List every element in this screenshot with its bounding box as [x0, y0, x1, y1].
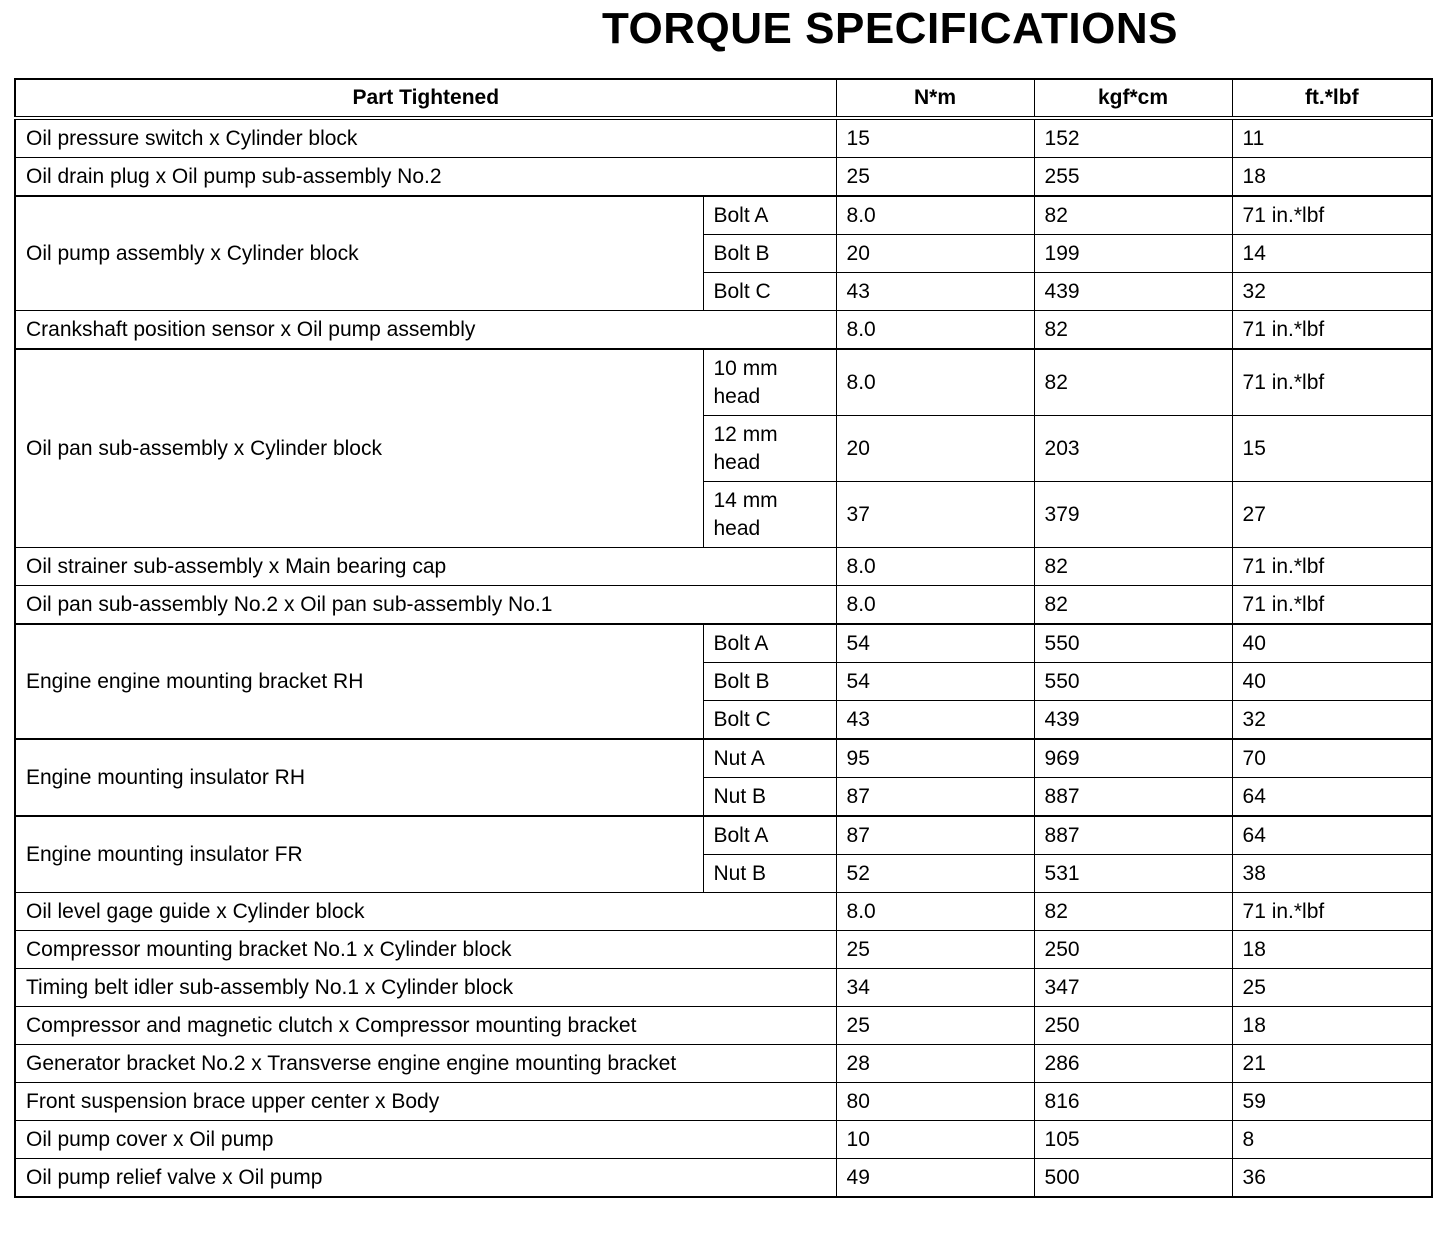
- kgf-cell: 887: [1034, 778, 1232, 817]
- part-cell: Oil pressure switch x Cylinder block: [15, 118, 836, 158]
- sub-label-cell: Nut B: [703, 855, 836, 893]
- header-row: [15, 79, 1432, 118]
- nm-cell: 34: [836, 969, 1034, 1007]
- part-cell: Engine engine mounting bracket RH: [15, 624, 703, 739]
- kgf-cell: 500: [1034, 1159, 1232, 1198]
- kgf-cell: 439: [1034, 273, 1232, 311]
- nm-cell: 8.0: [836, 548, 1034, 586]
- part-cell: Oil level gage guide x Cylinder block: [15, 893, 836, 931]
- kgf-cell: 379: [1034, 482, 1232, 548]
- ftlbf-cell: 40: [1232, 663, 1432, 701]
- part-cell: Oil strainer sub-assembly x Main bearing cap: [15, 548, 836, 586]
- part-cell: Oil pan sub-assembly x Cylinder block: [15, 349, 703, 548]
- ftlbf-cell: 71 in.*lbf: [1232, 311, 1432, 350]
- part-cell: Front suspension brace upper center x Body: [15, 1083, 836, 1121]
- ftlbf-cell: 11: [1232, 118, 1432, 158]
- ftlbf-cell: 59: [1232, 1083, 1432, 1121]
- part-cell: Compressor and magnetic clutch x Compressor mounting bracket: [15, 1007, 836, 1045]
- sub-label-cell: Bolt B: [703, 663, 836, 701]
- sub-label-cell: Bolt A: [703, 196, 836, 235]
- sub-label-cell: 14 mm head: [703, 482, 836, 548]
- kgf-cell: 82: [1034, 548, 1232, 586]
- part-cell: Compressor mounting bracket No.1 x Cylinder block: [15, 931, 836, 969]
- nm-cell: 87: [836, 778, 1034, 817]
- table-row: [15, 158, 1432, 197]
- table-row: [15, 311, 1432, 350]
- table-row: [15, 624, 1432, 663]
- kgf-cell: 82: [1034, 311, 1232, 350]
- kgf-cell: 286: [1034, 1045, 1232, 1083]
- ftlbf-cell: 18: [1232, 931, 1432, 969]
- kgf-cell: 82: [1034, 349, 1232, 416]
- table-row: [15, 931, 1432, 969]
- part-cell: Oil pump relief valve x Oil pump: [15, 1159, 836, 1198]
- sub-label-cell: 12 mm head: [703, 416, 836, 482]
- part-cell: Oil pump cover x Oil pump: [15, 1121, 836, 1159]
- nm-cell: 49: [836, 1159, 1034, 1198]
- ftlbf-cell: 21: [1232, 1045, 1432, 1083]
- ftlbf-cell: 8: [1232, 1121, 1432, 1159]
- nm-cell: 8.0: [836, 196, 1034, 235]
- kgf-cell: 199: [1034, 235, 1232, 273]
- nm-cell: 54: [836, 663, 1034, 701]
- header-nm: N*m: [836, 79, 1034, 118]
- table-row: [15, 1007, 1432, 1045]
- ftlbf-cell: 27: [1232, 482, 1432, 548]
- nm-cell: 37: [836, 482, 1034, 548]
- nm-cell: 8.0: [836, 893, 1034, 931]
- ftlbf-cell: 70: [1232, 739, 1432, 778]
- ftlbf-cell: 38: [1232, 855, 1432, 893]
- table-row: [15, 548, 1432, 586]
- nm-cell: 8.0: [836, 311, 1034, 350]
- ftlbf-cell: 14: [1232, 235, 1432, 273]
- nm-cell: 54: [836, 624, 1034, 663]
- part-cell: Crankshaft position sensor x Oil pump assembly: [15, 311, 836, 350]
- nm-cell: 15: [836, 118, 1034, 158]
- part-cell: Engine mounting insulator FR: [15, 816, 703, 893]
- ftlbf-cell: 64: [1232, 778, 1432, 817]
- nm-cell: 28: [836, 1045, 1034, 1083]
- ftlbf-cell: 40: [1232, 624, 1432, 663]
- table-row: [15, 893, 1432, 931]
- kgf-cell: 250: [1034, 1007, 1232, 1045]
- ftlbf-cell: 15: [1232, 416, 1432, 482]
- sub-label-cell: Bolt A: [703, 816, 836, 855]
- nm-cell: 43: [836, 273, 1034, 311]
- part-cell: Engine mounting insulator RH: [15, 739, 703, 816]
- table-row: [15, 349, 1432, 416]
- table-row: [15, 969, 1432, 1007]
- header-ftlbf: ft.*lbf: [1232, 79, 1432, 118]
- nm-cell: 43: [836, 701, 1034, 740]
- kgf-cell: 152: [1034, 118, 1232, 158]
- kgf-cell: 550: [1034, 663, 1232, 701]
- sub-label-cell: Bolt A: [703, 624, 836, 663]
- ftlbf-cell: 18: [1232, 1007, 1432, 1045]
- ftlbf-cell: 71 in.*lbf: [1232, 586, 1432, 625]
- part-cell: Oil drain plug x Oil pump sub-assembly No.2: [15, 158, 836, 197]
- part-cell: Generator bracket No.2 x Transverse engine engine mounting bracket: [15, 1045, 836, 1083]
- table-row: [15, 1121, 1432, 1159]
- nm-cell: 8.0: [836, 349, 1034, 416]
- nm-cell: 87: [836, 816, 1034, 855]
- table-row: [15, 196, 1432, 235]
- nm-cell: 80: [836, 1083, 1034, 1121]
- kgf-cell: 82: [1034, 196, 1232, 235]
- header-part: Part Tightened: [15, 79, 836, 118]
- kgf-cell: 439: [1034, 701, 1232, 740]
- kgf-cell: 531: [1034, 855, 1232, 893]
- sub-label-cell: Nut B: [703, 778, 836, 817]
- ftlbf-cell: 71 in.*lbf: [1232, 893, 1432, 931]
- sub-label-cell: Bolt C: [703, 701, 836, 740]
- part-cell: Oil pump assembly x Cylinder block: [15, 196, 703, 311]
- nm-cell: 20: [836, 416, 1034, 482]
- nm-cell: 52: [836, 855, 1034, 893]
- ftlbf-cell: 36: [1232, 1159, 1432, 1198]
- kgf-cell: 969: [1034, 739, 1232, 778]
- kgf-cell: 347: [1034, 969, 1232, 1007]
- table-row: [15, 586, 1432, 625]
- nm-cell: 95: [836, 739, 1034, 778]
- nm-cell: 25: [836, 158, 1034, 197]
- table-row: [15, 739, 1432, 778]
- sub-label-cell: Bolt B: [703, 235, 836, 273]
- table-row: [15, 1083, 1432, 1121]
- sub-label-cell: Bolt C: [703, 273, 836, 311]
- ftlbf-cell: 71 in.*lbf: [1232, 548, 1432, 586]
- table-body: [15, 118, 1432, 1197]
- page-title: TORQUE SPECIFICATIONS: [601, 4, 1179, 53]
- nm-cell: 10: [836, 1121, 1034, 1159]
- sub-label-cell: 10 mm head: [703, 349, 836, 416]
- kgf-cell: 82: [1034, 586, 1232, 625]
- part-cell: Timing belt idler sub-assembly No.1 x Cylinder block: [15, 969, 836, 1007]
- part-cell: Oil pan sub-assembly No.2 x Oil pan sub-assembly No.1: [15, 586, 836, 625]
- table-row: [15, 816, 1432, 855]
- ftlbf-cell: 64: [1232, 816, 1432, 855]
- kgf-cell: 887: [1034, 816, 1232, 855]
- table-row: [15, 1045, 1432, 1083]
- table-row: [15, 1159, 1432, 1198]
- nm-cell: 25: [836, 1007, 1034, 1045]
- kgf-cell: 82: [1034, 893, 1232, 931]
- ftlbf-cell: 25: [1232, 969, 1432, 1007]
- ftlbf-cell: 32: [1232, 701, 1432, 740]
- kgf-cell: 816: [1034, 1083, 1232, 1121]
- table-row: [15, 118, 1432, 158]
- ftlbf-cell: 71 in.*lbf: [1232, 196, 1432, 235]
- kgf-cell: 250: [1034, 931, 1232, 969]
- kgf-cell: 203: [1034, 416, 1232, 482]
- ftlbf-cell: 32: [1232, 273, 1432, 311]
- torque-table: [14, 78, 1433, 1198]
- kgf-cell: 255: [1034, 158, 1232, 197]
- nm-cell: 8.0: [836, 586, 1034, 625]
- header-kgf: kgf*cm: [1034, 79, 1232, 118]
- kgf-cell: 550: [1034, 624, 1232, 663]
- ftlbf-cell: 18: [1232, 158, 1432, 197]
- ftlbf-cell: 71 in.*lbf: [1232, 349, 1432, 416]
- nm-cell: 20: [836, 235, 1034, 273]
- sub-label-cell: Nut A: [703, 739, 836, 778]
- kgf-cell: 105: [1034, 1121, 1232, 1159]
- nm-cell: 25: [836, 931, 1034, 969]
